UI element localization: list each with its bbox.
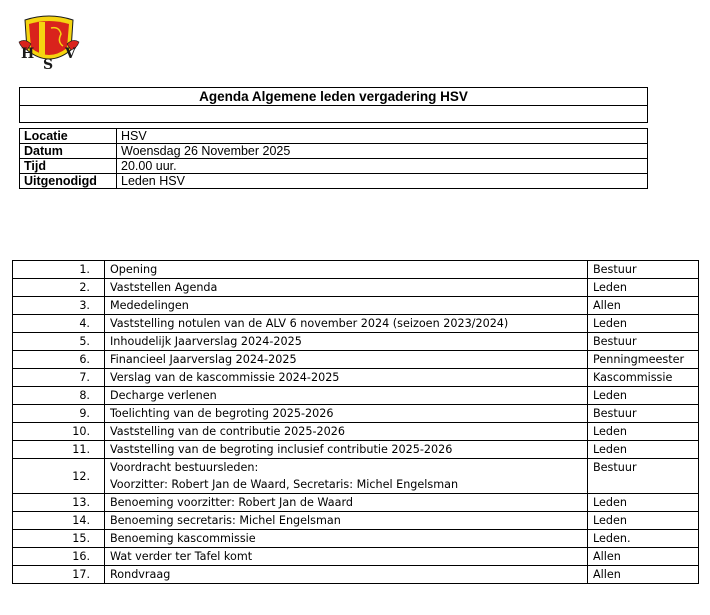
agenda-item: Wat verder ter Tafel komt [105,548,588,566]
document-title: Agenda Algemene leden vergadering HSV [20,88,647,106]
agenda-number: 3. [13,297,105,315]
agenda-item [105,459,588,494]
agenda-row [13,351,699,369]
agenda-item: Vaststelling van de contributie 2025-2026 [105,423,588,441]
info-label: Locatie [20,129,117,144]
agenda-number: 4. [13,315,105,333]
info-label: Uitgenodigd [20,174,117,189]
agenda-responsible: Leden [588,441,699,459]
title-empty-row [20,106,647,122]
agenda-number: 14. [13,512,105,530]
agenda-item-line: Voorzitter: Robert Jan de Waard, Secretaris: Michel Engelsman [110,478,459,491]
agenda-number: 16. [13,548,105,566]
agenda-row [13,279,699,297]
agenda-row [13,261,699,279]
title-box [19,87,648,123]
agenda-number: 5. [13,333,105,351]
agenda-item: Rondvraag [105,566,588,584]
agenda-responsible: Leden. [588,530,699,548]
agenda-number: 12. [13,459,105,494]
agenda-responsible: Leden [588,315,699,333]
info-label: Datum [20,144,117,159]
agenda-number: 13. [13,494,105,512]
agenda-row [13,459,699,494]
agenda-responsible: Bestuur [588,405,699,423]
info-row [20,159,648,174]
agenda-row [13,297,699,315]
agenda-responsible: Leden [588,387,699,405]
agenda-number: 2. [13,279,105,297]
agenda-number: 17. [13,566,105,584]
agenda-item: Vaststelling van de begroting inclusief contributie 2025-2026 [105,441,588,459]
agenda-item-line: Voordracht bestuursleden: [110,461,259,474]
agenda-item: Toelichting van de begroting 2025-2026 [105,405,588,423]
agenda-responsible: Kascommissie [588,369,699,387]
agenda-item: Verslag van de kascommissie 2024-2025 [105,369,588,387]
agenda-number: 15. [13,530,105,548]
info-row [20,174,648,189]
agenda-number: 8. [13,387,105,405]
info-value: HSV [117,129,648,144]
agenda-row [13,566,699,584]
agenda-responsible: Allen [588,548,699,566]
agenda-row [13,315,699,333]
agenda-row [13,369,699,387]
agenda-item: Benoeming kascommissie [105,530,588,548]
agenda-row [13,530,699,548]
agenda-item: Mededelingen [105,297,588,315]
agenda-number: 7. [13,369,105,387]
agenda-row [13,333,699,351]
agenda-responsible: Leden [588,512,699,530]
agenda-row [13,441,699,459]
agenda-responsible: Bestuur [588,459,699,494]
agenda-number: 6. [13,351,105,369]
agenda-responsible: Bestuur [588,333,699,351]
agenda-responsible: Allen [588,566,699,584]
agenda-row [13,405,699,423]
agenda-number: 10. [13,423,105,441]
agenda-responsible: Allen [588,297,699,315]
agenda-item: Inhoudelijk Jaarverslag 2024-2025 [105,333,588,351]
agenda-number: 1. [13,261,105,279]
agenda-row [13,548,699,566]
agenda-row [13,494,699,512]
agenda-item: Benoeming voorzitter: Robert Jan de Waard [105,494,588,512]
info-value: Leden HSV [117,174,648,189]
agenda-responsible: Penningmeester [588,351,699,369]
agenda-item: Financieel Jaarverslag 2024-2025 [105,351,588,369]
agenda-item: Benoeming secretaris: Michel Engelsman [105,512,588,530]
info-value: Woensdag 26 November 2025 [117,144,648,159]
agenda-item: Opening [105,261,588,279]
svg-text:H: H [21,46,35,62]
info-value: 20.00 uur. [117,159,648,174]
agenda-row [13,423,699,441]
agenda-responsible: Leden [588,423,699,441]
agenda-row [13,512,699,530]
meeting-info-table [19,128,648,189]
svg-text:V: V [65,46,76,62]
agenda-table [12,260,699,584]
agenda-row [13,387,699,405]
agenda-responsible: Leden [588,494,699,512]
agenda-responsible: Leden [588,279,699,297]
info-row [20,144,648,159]
agenda-item: Vaststelling notulen van de ALV 6 november 2024 (seizoen 2023/2024) [105,315,588,333]
agenda-item: Vaststellen Agenda [105,279,588,297]
hsv-logo-icon [17,14,81,72]
agenda-number: 11. [13,441,105,459]
info-label: Tijd [20,159,117,174]
info-row [20,129,648,144]
agenda-number: 9. [13,405,105,423]
agenda-item: Decharge verlenen [105,387,588,405]
svg-text:S: S [43,57,54,72]
agenda-responsible: Bestuur [588,261,699,279]
